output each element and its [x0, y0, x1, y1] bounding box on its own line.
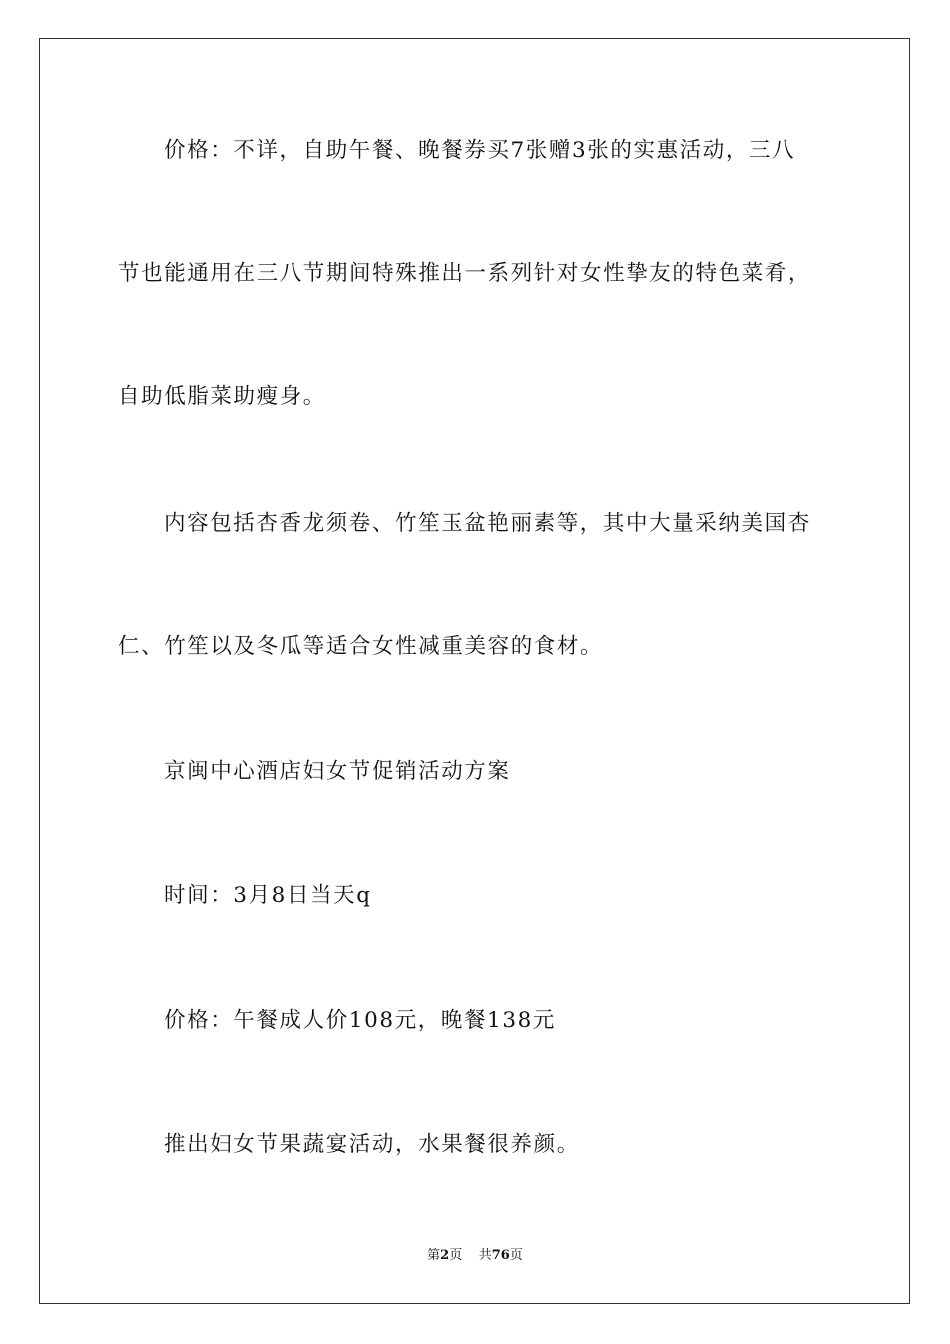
paragraph-line: 节也能通用在三八节期间特殊推出一系列针对女性挚友的特色菜肴， — [118, 261, 812, 286]
paragraph-line: 价格：不详，自助午餐、晚餐券买7张赠3张的实惠活动，三八 — [164, 138, 796, 163]
footer-total-suffix: 页 — [509, 1248, 523, 1263]
paragraph-line: 自助低脂菜助瘦身。 — [118, 384, 326, 409]
footer-total-pages: 76 — [491, 1248, 510, 1263]
footer-page-suffix: 页 — [449, 1248, 463, 1263]
page-footer — [0, 1246, 950, 1266]
footer-total-prefix: 共 — [478, 1248, 492, 1263]
page-border — [39, 38, 910, 1304]
footer-page-prefix: 第 — [427, 1248, 441, 1263]
footer-page-number: 2 — [440, 1248, 450, 1263]
section-heading: 京闽中心酒店妇女节促销活动方案 — [164, 759, 511, 784]
paragraph-line: 推出妇女节果蔬宴活动，水果餐很养颜。 — [164, 1132, 580, 1157]
paragraph-line: 仁、竹笙以及冬瓜等适合女性减重美容的食材。 — [118, 634, 604, 659]
paragraph-line: 内容包括杏香龙须卷、竹笙玉盆艳丽素等，其中大量采纳美国杏 — [164, 511, 811, 536]
paragraph-line: 时间：3月8日当天q — [164, 883, 372, 908]
paragraph-line: 价格：午餐成人价108元，晚餐138元 — [164, 1008, 556, 1033]
